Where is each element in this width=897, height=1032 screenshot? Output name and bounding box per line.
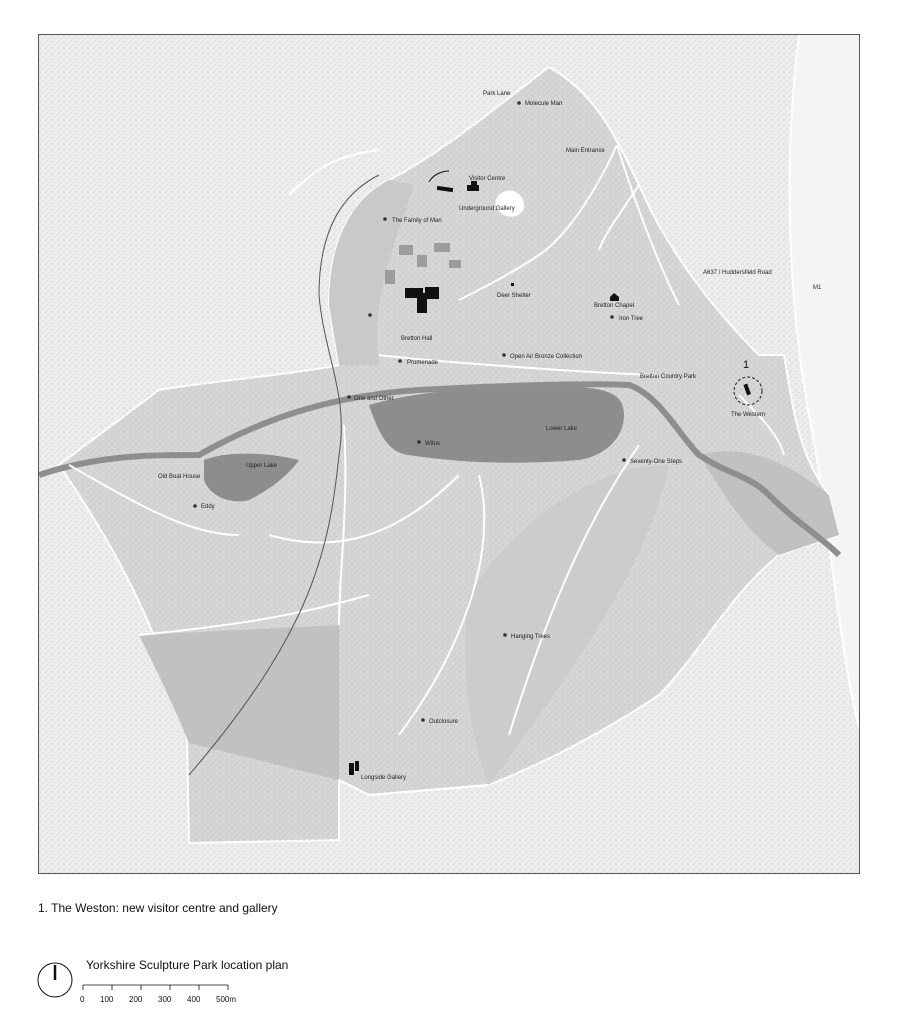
scale-tick-400: 400	[187, 995, 201, 1004]
deer-shelter-building	[511, 283, 514, 286]
label-iron-tree: Iron Tree	[619, 316, 644, 322]
label-upper-lake: Upper Lake	[246, 463, 278, 469]
label-visitor-centre: Visitor Centre	[469, 176, 506, 182]
label-family-of-man: The Family of Man	[392, 218, 442, 224]
scale-bar	[78, 982, 248, 1006]
label-bretton-chapel: Bretton Chapel	[594, 303, 635, 309]
label-one-and-other: One and Other	[354, 396, 394, 402]
label-a637: A637 / Huddersfield Road	[703, 270, 772, 276]
label-bretton-country-park: Bretton Country Park	[640, 374, 697, 380]
label-eddy: Eddy	[201, 504, 215, 510]
plan-title: Yorkshire Sculpture Park location plan	[86, 958, 289, 972]
label-promenade: Promenade	[407, 360, 439, 366]
label-open-air-bronze: Open Air Bronze Collection	[510, 354, 583, 360]
label-deer-shelter: Deer Shelter	[497, 293, 531, 299]
label-park-lane: Park Lane	[483, 91, 511, 97]
scale-tick-100: 100	[100, 995, 114, 1004]
label-lower-lake: Lower Lake	[546, 426, 578, 432]
label-witus: Witus	[425, 441, 440, 447]
label-outclosure: Outclosure	[429, 719, 459, 725]
scale-tick-200: 200	[129, 995, 143, 1004]
label-underground-gallery: Underground Gallery	[459, 206, 515, 212]
label-bretton-hall: Bretton Hall	[401, 336, 433, 342]
label-main-entrance: Main Entrance	[566, 148, 605, 154]
figure-caption: 1. The Weston: new visitor centre and gallery	[38, 901, 278, 915]
label-hanging-trees: Hanging Trees	[511, 634, 551, 640]
label-longside-gallery: Longside Gallery	[361, 775, 407, 781]
label-old-boat-house: Old Boat House	[158, 474, 201, 480]
scale-tick-0: 0	[80, 995, 85, 1004]
label-molecule-man: Molecule Man	[525, 101, 563, 107]
lower-lake	[369, 387, 624, 463]
label-m1: M1	[813, 285, 822, 291]
scale-tick-300: 300	[158, 995, 172, 1004]
scale-tick-500: 500m	[216, 995, 237, 1004]
site-map	[38, 34, 860, 874]
label-seventy-one-steps: Seventy-One Steps	[630, 459, 683, 465]
north-arrow-icon	[36, 961, 76, 1001]
label-marker-number: 1	[743, 359, 750, 371]
label-the-weston: The Western	[731, 412, 766, 418]
